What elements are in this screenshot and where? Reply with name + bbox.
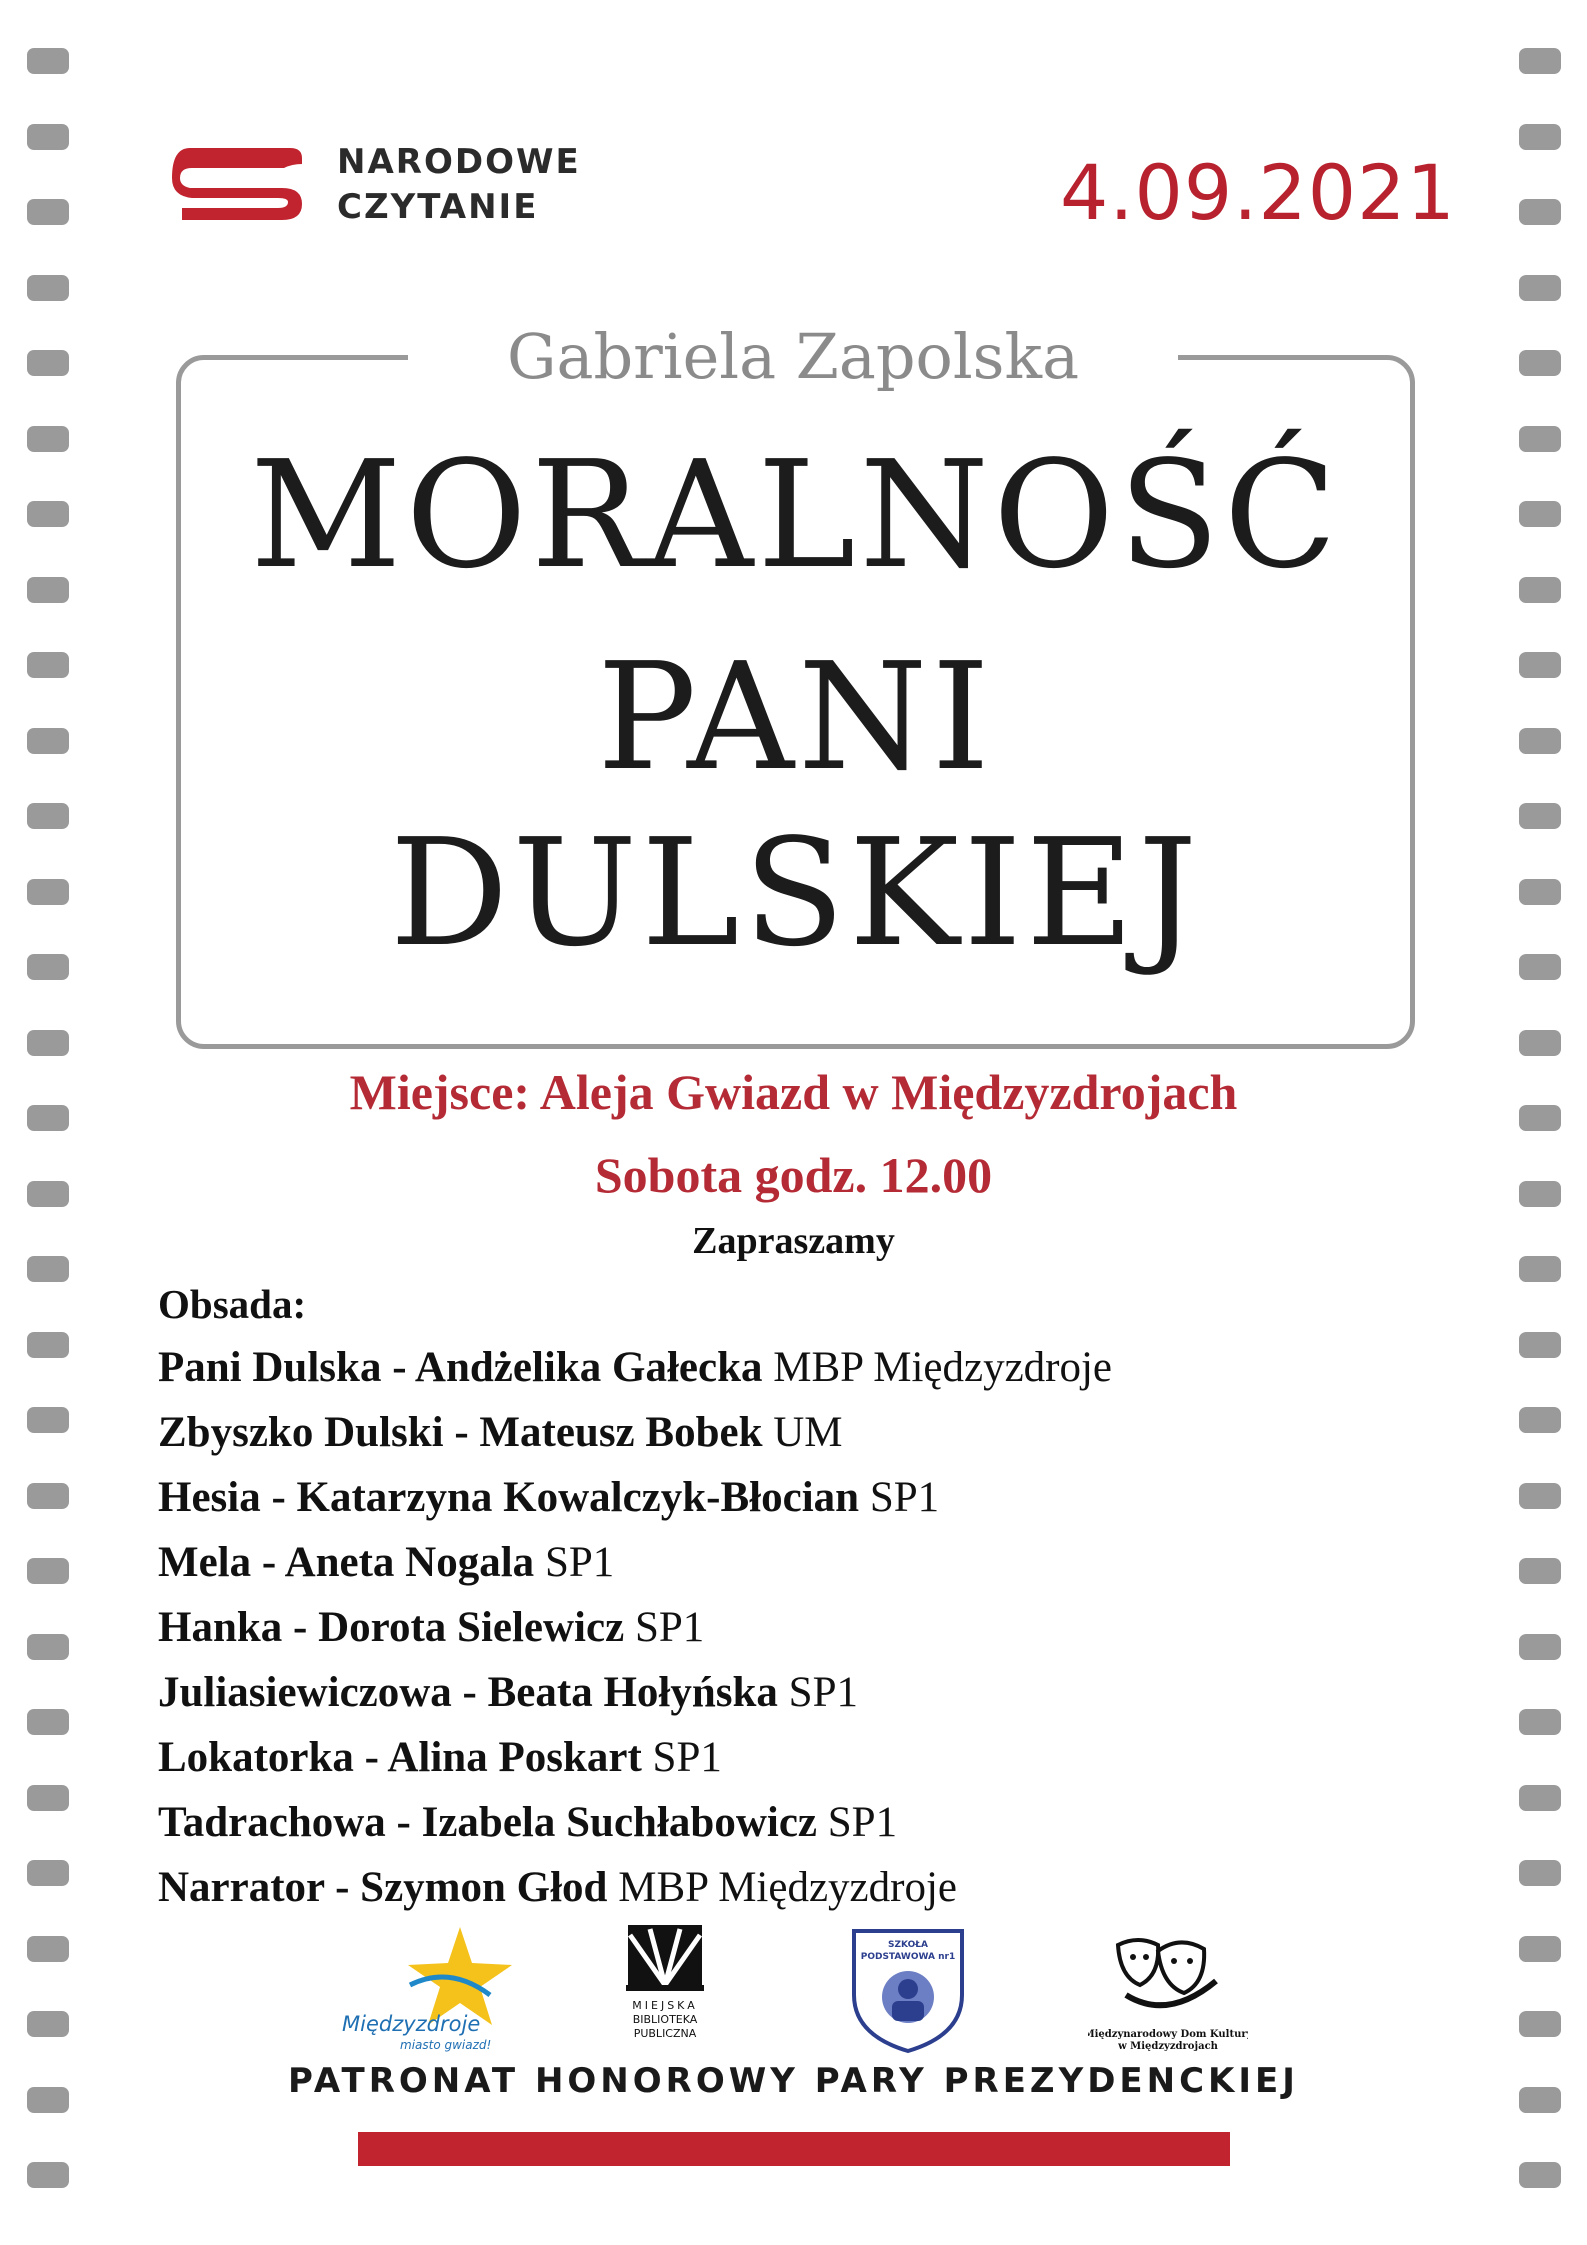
film-hole bbox=[1519, 1483, 1561, 1509]
logo-line-2: CZYTANIE bbox=[337, 187, 539, 227]
cast-role-actor: Narrator - Szymon Głod bbox=[158, 1864, 608, 1911]
cast-member bbox=[158, 1862, 1112, 1927]
red-bar bbox=[358, 2132, 1230, 2166]
library-logo bbox=[610, 1925, 720, 2060]
narodowe-czytanie-logo bbox=[172, 140, 592, 230]
film-hole bbox=[27, 1030, 69, 1056]
film-hole bbox=[1519, 1030, 1561, 1056]
partner-logos bbox=[340, 1925, 1260, 2055]
miedzyzdroje-logo bbox=[340, 1925, 520, 2060]
film-hole bbox=[27, 2011, 69, 2037]
cast-affiliation: SP1 bbox=[624, 1604, 705, 1651]
film-hole bbox=[1519, 501, 1561, 527]
film-hole bbox=[27, 1483, 69, 1509]
cast-heading: Obsada: bbox=[158, 1281, 307, 1327]
film-hole bbox=[1519, 803, 1561, 829]
film-hole bbox=[27, 501, 69, 527]
cast-affiliation: SP1 bbox=[641, 1734, 722, 1781]
film-hole bbox=[27, 275, 69, 301]
film-hole bbox=[27, 2162, 69, 2188]
mdk-logo bbox=[1088, 1925, 1248, 2060]
cast-affiliation: SP1 bbox=[859, 1474, 940, 1521]
school-logo bbox=[848, 1925, 968, 2060]
film-hole bbox=[1519, 1936, 1561, 1962]
film-hole bbox=[1519, 1860, 1561, 1886]
film-hole bbox=[27, 199, 69, 225]
film-hole bbox=[1519, 2011, 1561, 2037]
cast-list bbox=[158, 1342, 1112, 1927]
cast-role-actor: Lokatorka - Alina Poskart bbox=[158, 1734, 642, 1781]
book-rays-icon bbox=[610, 1925, 720, 2055]
title-line-1: MORALNOŚĆ bbox=[250, 429, 1341, 601]
film-hole bbox=[27, 1407, 69, 1433]
school-mid-text: PODSTAWOWA nr1 bbox=[860, 1952, 956, 1962]
film-hole bbox=[1519, 1785, 1561, 1811]
miedzyzdroje-name: Międzyzdroje bbox=[342, 2012, 481, 2036]
cast-role-actor: Hanka - Dorota Sielewicz bbox=[158, 1604, 625, 1651]
mdk-line-2: w Międzyzdrojach bbox=[1118, 2041, 1218, 2052]
star-icon bbox=[340, 1925, 520, 2055]
cast-member bbox=[158, 1667, 1112, 1732]
cast-affiliation: SP1 bbox=[534, 1539, 615, 1586]
film-hole bbox=[1519, 426, 1561, 452]
patronat-text: PATRONAT HONOROWY PARY PREZYDENCKIEJ bbox=[288, 2061, 1299, 2101]
library-line-3: PUBLICZNA bbox=[633, 2027, 697, 2040]
event-time: Sobota godz. 12.00 bbox=[594, 1147, 993, 1203]
cast-member bbox=[158, 1732, 1112, 1797]
film-hole bbox=[27, 426, 69, 452]
film-hole bbox=[27, 1785, 69, 1811]
film-hole bbox=[1519, 728, 1561, 754]
film-hole bbox=[27, 803, 69, 829]
film-strip-left bbox=[27, 0, 71, 2245]
cast-affiliation: MBP Międzyzdroje bbox=[762, 1344, 1113, 1391]
cast-member bbox=[158, 1472, 1112, 1537]
school-top-text: SZKOŁA bbox=[888, 1940, 928, 1950]
film-hole bbox=[1519, 1332, 1561, 1358]
cast-member bbox=[158, 1342, 1112, 1407]
film-hole bbox=[1519, 1407, 1561, 1433]
cast-member bbox=[158, 1537, 1112, 1602]
film-hole bbox=[27, 1332, 69, 1358]
invite-text: Zapraszamy bbox=[692, 1220, 895, 1262]
film-hole bbox=[1519, 1634, 1561, 1660]
film-hole bbox=[1519, 1709, 1561, 1735]
cast-member bbox=[158, 1602, 1112, 1667]
logo-line-1: NARODOWE bbox=[337, 142, 581, 182]
theatre-masks-icon bbox=[1088, 1925, 1248, 2055]
film-hole bbox=[27, 728, 69, 754]
library-line-2: BIBLIOTEKA bbox=[632, 2013, 698, 2026]
cast-role-actor: Hesia - Katarzyna Kowalczyk-Błocian bbox=[158, 1474, 860, 1521]
cast-member bbox=[158, 1407, 1112, 1472]
cast-role-actor: Pani Dulska - Andżelika Gałecka bbox=[158, 1344, 763, 1391]
cast-role-actor: Zbyszko Dulski - Mateusz Bobek bbox=[158, 1409, 763, 1456]
film-hole bbox=[27, 879, 69, 905]
film-hole bbox=[1519, 275, 1561, 301]
cast-affiliation: UM bbox=[762, 1409, 843, 1456]
film-hole bbox=[1519, 954, 1561, 980]
title-line-3: DULSKIEJ bbox=[389, 807, 1202, 979]
film-hole bbox=[27, 350, 69, 376]
library-line-1: MIEJSKA bbox=[632, 1999, 698, 2012]
mdk-line-1: Międzynarodowy Dom Kultury bbox=[1088, 2029, 1248, 2040]
film-strip-right bbox=[1519, 0, 1563, 2245]
film-hole bbox=[27, 124, 69, 150]
film-hole bbox=[27, 1709, 69, 1735]
film-hole bbox=[1519, 879, 1561, 905]
cast-affiliation: SP1 bbox=[816, 1799, 898, 1846]
film-hole bbox=[27, 1936, 69, 1962]
film-hole bbox=[27, 1634, 69, 1660]
film-hole bbox=[27, 577, 69, 603]
cast-member bbox=[158, 1797, 1112, 1862]
cast-role-actor: Juliasiewiczowa - Beata Hołyńska bbox=[158, 1669, 778, 1716]
cast-affiliation: MBP Międzyzdroje bbox=[607, 1864, 957, 1911]
cast-affiliation: SP1 bbox=[777, 1669, 859, 1716]
film-hole bbox=[1519, 48, 1561, 74]
event-date: 4.09.2021 bbox=[1060, 148, 1456, 237]
film-hole bbox=[27, 954, 69, 980]
event-place: Miejsce: Aleja Gwiazd w Międzyzdrojach bbox=[349, 1064, 1238, 1120]
film-hole bbox=[27, 48, 69, 74]
book-icon bbox=[172, 144, 312, 224]
cast-role-actor: Mela - Aneta Nogala bbox=[158, 1539, 535, 1586]
film-hole bbox=[1519, 652, 1561, 678]
title-line-2: PANI bbox=[597, 631, 994, 803]
film-hole bbox=[1519, 199, 1561, 225]
film-hole bbox=[1519, 124, 1561, 150]
film-hole bbox=[1519, 2162, 1561, 2188]
author-name: Gabriela Zapolska bbox=[408, 312, 1178, 402]
film-hole bbox=[1519, 350, 1561, 376]
miedzyzdroje-tagline: miasto gwiazd! bbox=[400, 2038, 492, 2052]
film-hole bbox=[27, 652, 69, 678]
film-hole bbox=[27, 1558, 69, 1584]
shield-icon bbox=[848, 1925, 968, 2055]
film-hole bbox=[1519, 577, 1561, 603]
film-hole bbox=[27, 1860, 69, 1886]
cast-role-actor: Tadrachowa - Izabela Suchłabowicz bbox=[158, 1799, 817, 1846]
film-hole bbox=[1519, 1558, 1561, 1584]
